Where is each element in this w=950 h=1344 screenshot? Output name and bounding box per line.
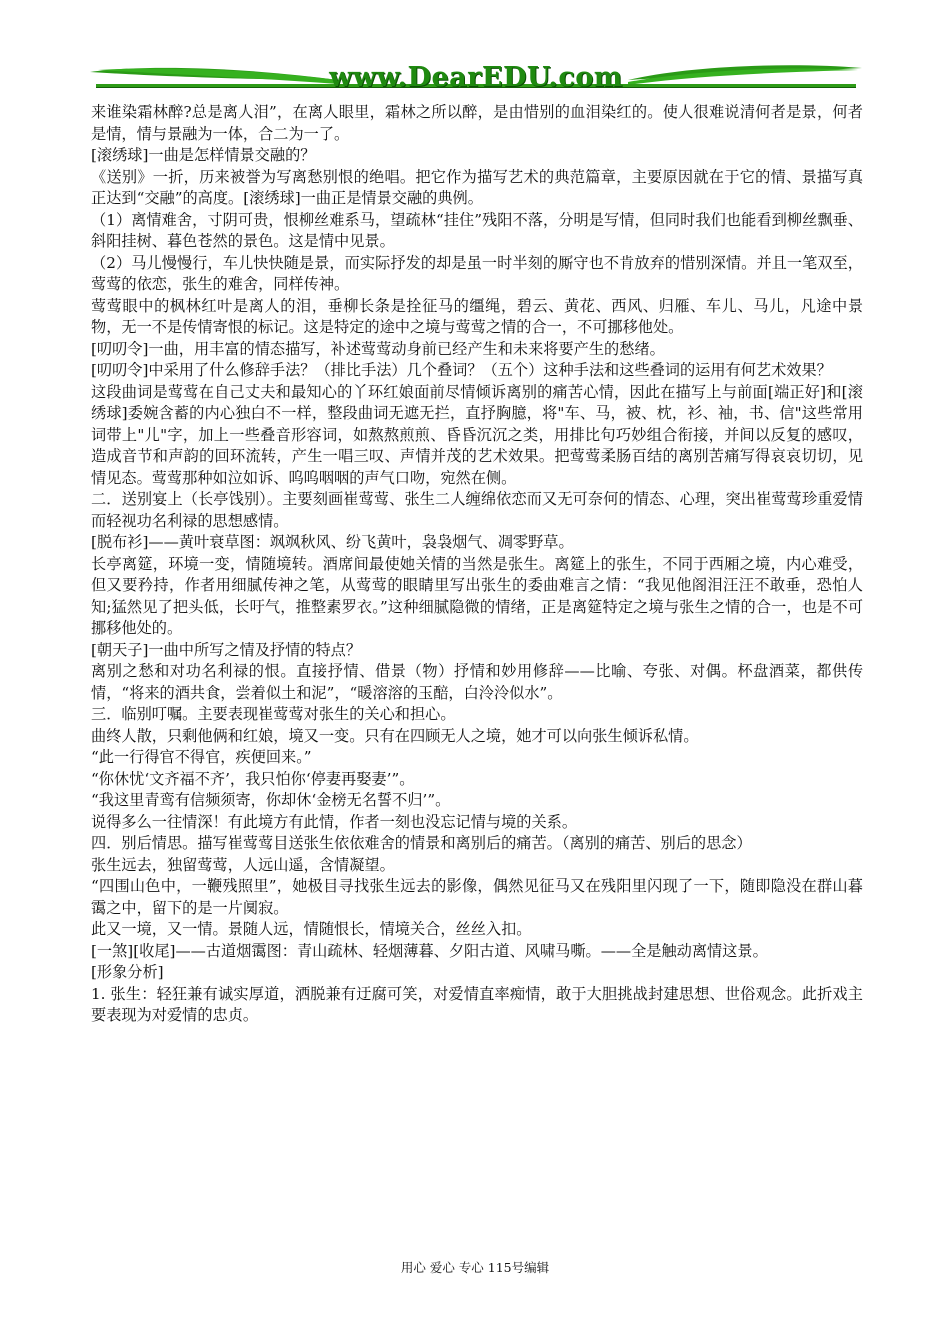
paragraph: 离别之愁和对功名利禄的恨。直接抒情、借景（物）抒情和妙用修辞——比喻、夸张、对偶。杯盘酒菜，都供传情，“将来的酒共食，尝着似土和泥”，“暖溶溶的玉醅，白泠泠似水”。 <box>91 662 863 702</box>
paragraph: 曲终人散，只剩他俩和红娘，境又一变。只有在四顾无人之境，她才可以向张生倾诉私情。 <box>91 726 699 745</box>
paragraph: [一煞][收尾]——古道烟霭图：青山疏林、轻烟薄暮、夕阳古道、风啸马嘶。——全是触动离情这景。 <box>91 941 768 960</box>
paragraph: 此又一境，又一情。景随人远，情随恨长，情境关合，丝丝入扣。 <box>91 920 532 938</box>
quote-line: “此一行得官不得官，疾便回来。” <box>91 748 312 766</box>
paragraph: 这段曲词是莺莺在自己丈夫和最知心的丫环红娘面前尽情倾诉离别的痛苦心情，因此在描写上与前面[端正好]和[滚绣球]委婉含蓄的内心独白不一样，整段曲词无遮无拦，直抒胸臆，将"车、马，被、枕，衫、袖，书、信"这些常用词带上"儿"字，加上一些叠音形容词，如熬熬煎煎、昏昏沉沉之类，用排比句巧妙组合衔接，并间以反复的感叹，造成音节和声韵的回环流转，产生一唱三叹、声情并茂的艺术效果。把莺莺柔肠百结的离别苦痛写得哀哀切切，见情见态。莺莺那种如泣如诉、呜呜咽咽的声气口吻，宛然在侧。 <box>91 382 863 487</box>
paragraph: 莺莺眼中的枫林红叶是离人的泪，垂柳长条是拴征马的缰绳，碧云、黄花、西风、归雁、车儿、马儿，凡途中景物，无一不是传情寄恨的标记。这是特定的途中之境与莺莺之情的合一，不可挪移他处。 <box>91 296 863 336</box>
page-footer: 用心 爱心 专心 115号编辑 <box>400 1260 550 1275</box>
question-heading: [叨叨令]中采用了什么修辞手法？（排比手法）几个叠词？（五个）这种手法和这些叠词的运用有何艺术效果？ <box>91 361 832 379</box>
section-heading: 三．临别叮嘱。主要表现崔莺莺对张生的关心和担心。 <box>91 705 456 723</box>
section-heading: 二．送别宴上（长亭饯别）。主要刻画崔莺莺、张生二人缠绵依恋而又无可奈何的情态、心理，突出崔莺莺珍重爱情而轻视功名利禄的思想感情。 <box>91 490 863 530</box>
paragraph: （2）马儿慢慢行，车儿快快随是景，而实际抒发的却是虽一时半刻的厮守也不肯放弃的惜别深情。并且一笔双至，莺莺的依恋，张生的难舍，同样传神。 <box>91 253 863 293</box>
quote-line: “你休忧‘文齐福不齐’，我只怕你‘停妻再娶妻’”。 <box>91 769 415 788</box>
paragraph: [叨叨令]一曲，用丰富的情态描写，补述莺莺动身前已经产生和未来将要产生的愁绪。 <box>91 339 665 358</box>
paragraph: [脱布衫]——黄叶衰草图：飒飒秋风、纷飞黄叶，袅袅烟气、凋零野草。 <box>91 533 574 551</box>
site-logo-text: www.DearEDU.com <box>329 62 623 93</box>
document-body <box>91 102 863 1027</box>
section-heading: 四．别后情思。描写崔莺莺目送张生依依难舍的情景和离别后的痛苦。（离别的痛苦、别后的思念） <box>91 834 752 852</box>
site-header-banner <box>88 58 864 104</box>
question-heading: [朝天子]一曲中所写之情及抒情的特点？ <box>91 640 362 659</box>
paragraph: 1. 张生：轻狂兼有诚实厚道，洒脱兼有迂腐可笑，对爱情直率痴情，敢于大胆挑战封建思想、世俗观念。此折戏主要表现为对爱情的忠贞。 <box>91 984 863 1024</box>
paragraph: “四围山色中，一鞭残照里”，她极目寻找张生远去的影像，偶然见征马又在残阳里闪现了一下，随即隐没在群山暮霭之中，留下的是一片阒寂。 <box>91 877 863 917</box>
subsection-heading: [形象分析] <box>91 963 164 981</box>
paragraph: （1）离情难舍，寸阴可贵，恨柳丝难系马，望疏林“挂住”残阳不落，分明是写情，但同时我们也能看到柳丝飘垂、斜阳挂树、暮色苍然的景色。这是情中见景。 <box>91 210 863 250</box>
paragraph: 张生远去，独留莺莺，人远山遥，含情凝望。 <box>91 855 395 874</box>
paragraph: 长亭离筵，环境一变，情随境转。酒席间最使她关情的当然是张生。离筵上的张生，不同于西厢之境，内心难受，但又要矜持，作者用细腻传神之笔，从莺莺的眼睛里写出张生的委曲难言之情：“我见他阁泪汪汪不敢垂，恐怕人知;猛然见了把头低，长吁气，推整素罗衣。”这种细腻隐微的情绪，正是离筵特定之境与张生之情的合一，也是不可挪移他处的。 <box>91 554 863 637</box>
paragraph: 来谁染霜林醉?总是离人泪”，在离人眼里，霜林之所以醉，是由惜别的血泪染红的。使人很难说清何者是景，何者是情，情与景融为一体，合二为一了。 <box>91 103 863 143</box>
paragraph: 说得多么一往情深！有此境方有此情，作者一刻也没忘记情与境的关系。 <box>91 812 577 831</box>
question-heading: [滚绣球]一曲是怎样情景交融的？ <box>91 146 316 164</box>
paragraph: 《送别》一折，历来被誉为写离愁别恨的绝唱。把它作为描写艺术的典范篇章，主要原因就在于它的情、景描写真正达到“交融”的高度。[滚绣球]一曲正是情景交融的典例。 <box>91 167 863 207</box>
quote-line: “我这里青鸾有信频须寄，你却休‘金榜无名誓不归’”。 <box>91 791 451 809</box>
